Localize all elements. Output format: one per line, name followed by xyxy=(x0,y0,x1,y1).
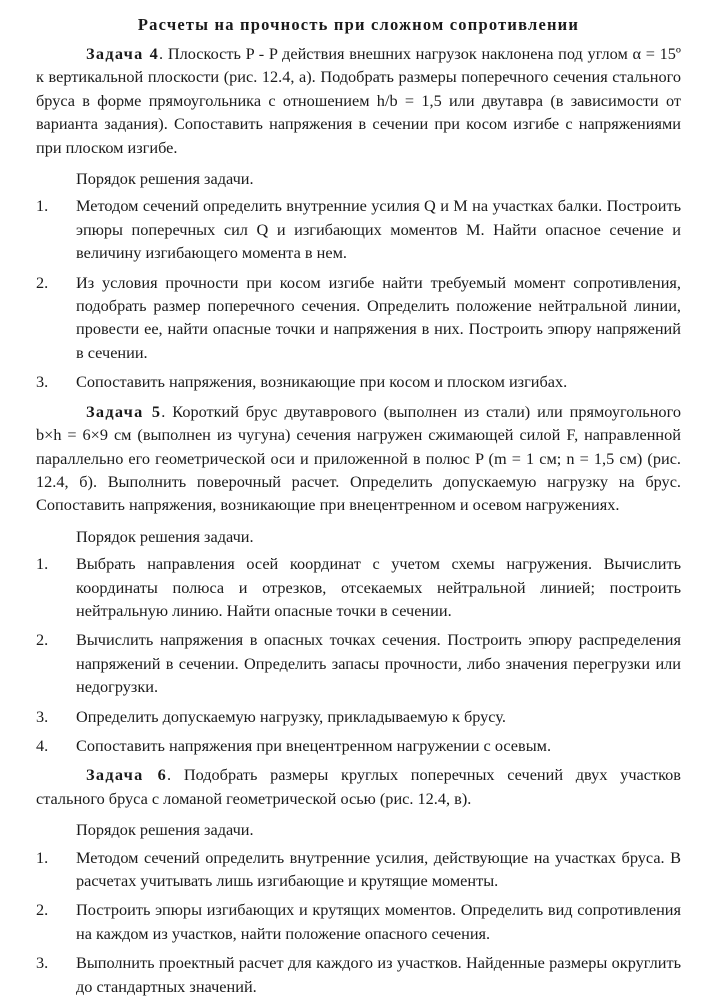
task-text: . Плоскость P - P действия внешних нагрузок наклонена под углом α = 15º к вертикальной плоскости (рис. 12.4, а). Подобрать размеры поперечного сечения стального бруса в форме прямоугольника с отношением h/b = 1,5 или двутавра (в зависимости от варианта задания). Сопоставить напряжения в сечении при косом изгибе с напряжениями при плоском изгибе. xyxy=(36,44,681,157)
step-number: 4. xyxy=(36,735,49,755)
step-number: 1. xyxy=(36,196,49,216)
step-item xyxy=(36,194,681,264)
step-item xyxy=(36,898,681,945)
task-statement xyxy=(36,42,681,159)
step-item xyxy=(36,705,681,728)
step-number: 1. xyxy=(36,554,49,574)
steps-list xyxy=(36,194,681,393)
task-statement xyxy=(36,763,681,810)
step-text: Из условия прочности при косом изгибе найти требуемый момент сопротивления, подобрать размер поперечного сечения. Определить положение нейтральной линии, провести ее, найти опасные точки и напряжения в них. Построить эпюру напряжений в сечении. xyxy=(76,272,681,362)
step-number: 3. xyxy=(36,953,49,973)
step-text: Сопоставить напряжения, возникающие при косом и плоском изгибах. xyxy=(76,372,568,392)
step-text: Выполнить проектный расчет для каждого из участков. Найденные размеры округлить до стандартных значений. xyxy=(76,953,681,996)
step-text: Определить допускаемую нагрузку, прикладываемую к брусу. xyxy=(76,706,506,726)
step-text: Построить эпюры изгибающих и крутящих моментов. Определить вид сопротивления на каждом из участков, найти положение опасного сечения. xyxy=(76,900,681,943)
steps-list xyxy=(36,846,681,998)
step-item xyxy=(36,271,681,365)
solution-order-label: Порядок решения задачи. xyxy=(76,820,254,840)
step-text: Методом сечений определить внутренние усилия, действующие на участках бруса. В расчетах учитывать лишь изгибающие и крутящие моменты. xyxy=(76,847,681,890)
task-text: . Подобрать размеры круглых поперечных сечений двух участков стального бруса с ломаной геометрической осью (рис. 12.4, в). xyxy=(36,765,681,808)
solution-order-label: Порядок решения задачи. xyxy=(76,526,254,546)
task-label: Задача 5 xyxy=(86,401,162,421)
step-number: 1. xyxy=(36,847,49,867)
step-item xyxy=(36,552,681,622)
step-text: Вычислить напряжения в опасных точках сечения. Построить эпюру распределения напряжений в сечении. Определить запасы прочности, либо значения перегрузки или недогрузки. xyxy=(76,630,681,697)
step-item xyxy=(36,370,681,393)
task-section xyxy=(36,763,681,998)
step-number: 3. xyxy=(36,706,49,726)
step-item xyxy=(36,951,681,998)
step-text: Сопоставить напряжения при внецентренном нагружении с осевым. xyxy=(76,735,552,755)
task-text: . Короткий брус двутаврового (выполнен из стали) или прямоугольного b×h = 6×9 см (выполнен из чугуна) сечения нагружен сжимающей силой F, направленной параллельно его геометрической оси и приложенной в полюс P (m = 1 см; n = 1,5 см) (рис. 12.4, б). Выполнить поверочный расчет. Определить допускаемую нагрузку на брус. Сопоставить напряжения, возникающие при внецентренном и осевом нагружениях. xyxy=(36,401,681,515)
step-text: Методом сечений определить внутренние усилия Q и M на участках балки. Построить эпюры поперечных сил Q и изгибающих моментов M. Найти опасное сечение и величину изгибающего момента в нем. xyxy=(76,196,681,263)
step-text: Выбрать направления осей координат с учетом схемы нагружения. Вычислить координаты полюса и отрезков, отсекаемых нейтральной линией; построить нейтральную линию. Найти опасные точки в сечении. xyxy=(76,554,681,620)
task-label: Задача 6 xyxy=(86,765,168,785)
step-number: 2. xyxy=(36,630,49,650)
step-item xyxy=(36,734,681,757)
solution-order-label: Порядок решения задачи. xyxy=(76,169,254,189)
page-title: Расчеты на прочность при сложном сопротивлении xyxy=(137,15,580,34)
task-statement xyxy=(36,400,681,517)
step-item xyxy=(36,846,681,893)
task-section xyxy=(36,400,681,758)
step-number: 3. xyxy=(36,372,49,392)
step-number: 2. xyxy=(36,900,49,920)
task-section xyxy=(36,42,681,394)
step-item xyxy=(36,628,681,698)
step-number: 2. xyxy=(36,272,49,292)
task-label: Задача 4 xyxy=(86,44,160,63)
steps-list xyxy=(36,552,681,757)
